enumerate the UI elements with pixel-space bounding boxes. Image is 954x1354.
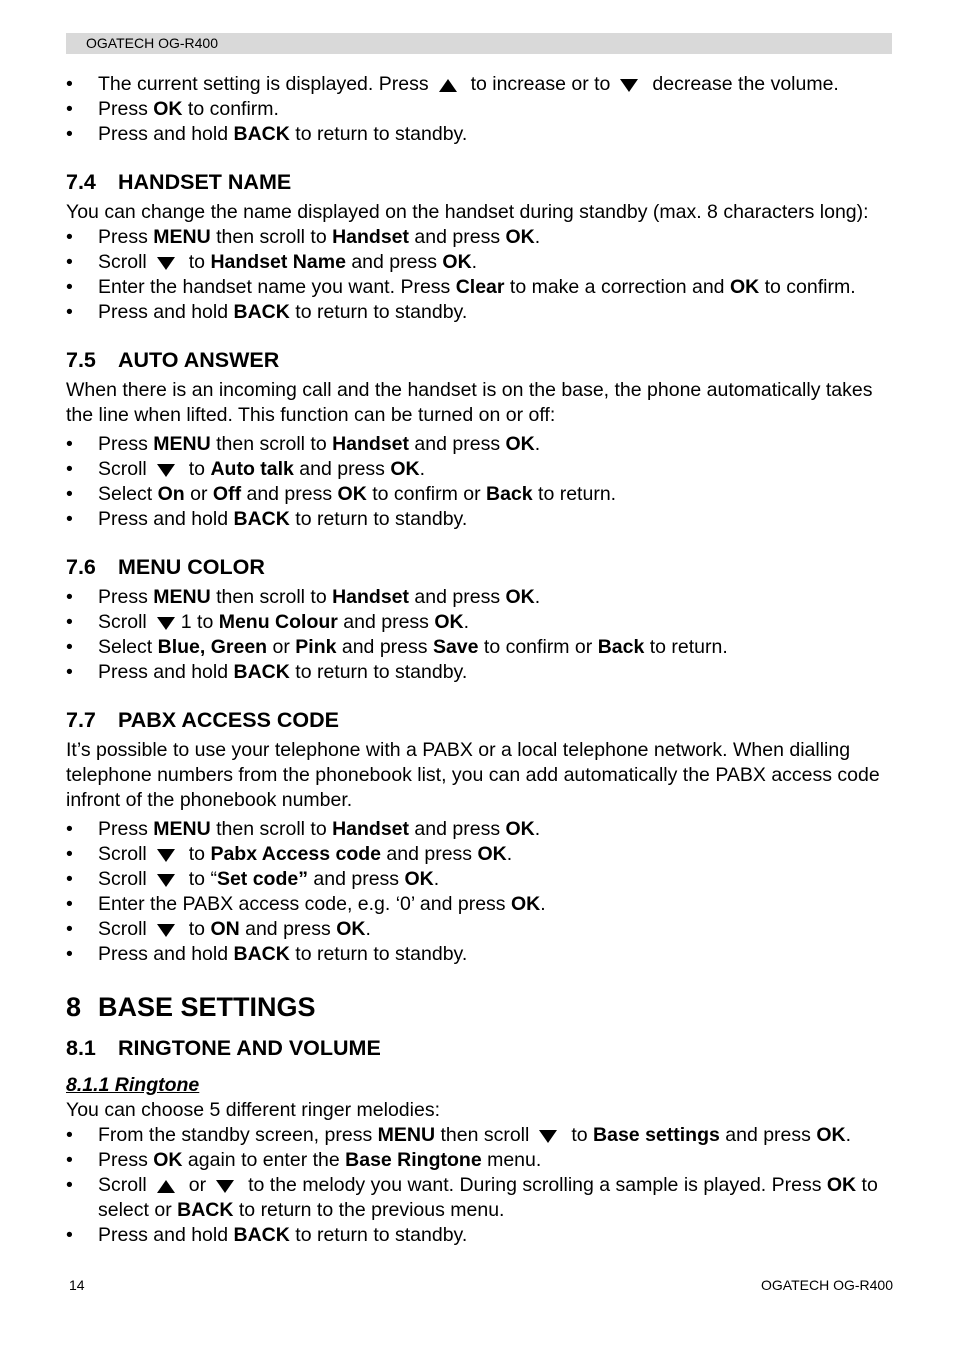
list-item: • Press MENU then scroll to Handset and press OK.	[66, 818, 541, 840]
footer-brand: OGATECH OG-R400	[761, 1277, 893, 1293]
down-arrow-icon	[157, 617, 175, 630]
list-item: • Press OK again to enter the Base Ringtone menu.	[66, 1149, 542, 1171]
up-arrow-icon	[157, 1180, 175, 1193]
list-item: • Scroll to “Set code” and press OK.	[66, 868, 440, 890]
paragraph: You can choose 5 different ringer melodies:	[66, 1099, 440, 1121]
section-heading: 8.1 RINGTONE AND VOLUME	[66, 1036, 381, 1060]
list-item: • Scroll to Auto talk and press OK.	[66, 458, 426, 480]
list-item: • Scroll or to the melody you want. During scrolling a sample is played. Press OK to select or BACK to return to the previous menu.	[66, 1174, 878, 1221]
bullet: •	[66, 123, 73, 145]
list-item: • Enter the handset name you want. Press Clear to make a correction and OK to confirm.	[66, 276, 856, 298]
down-arrow-icon	[157, 464, 175, 477]
paragraph: You can change the name displayed on the handset during standby (max. 8 characters long):	[66, 201, 869, 223]
section-heading: 7.5 AUTO ANSWER	[66, 348, 280, 372]
bullet: •	[66, 73, 73, 95]
list-item: • Press and hold BACK to return to standby.	[66, 123, 468, 145]
page-number: 14	[69, 1277, 85, 1293]
list-item: • Press and hold BACK to return to standby.	[66, 301, 468, 323]
paragraph: When there is an incoming call and the handset is on the base, the phone automatically takes the line when lifted. This function can be turned on or off:	[66, 379, 873, 426]
list-item: • From the standby screen, press MENU then scroll to Base settings and press OK.	[66, 1124, 851, 1146]
list-item: • Press OK to confirm.	[66, 98, 279, 120]
section-heading: 7.6 MENU COLOR	[66, 555, 265, 579]
list-item: • Press MENU then scroll to Handset and press OK.	[66, 226, 541, 248]
list-item: • Press and hold BACK to return to standby.	[66, 943, 468, 965]
down-arrow-icon	[157, 924, 175, 937]
list-item: • Scroll to Pabx Access code and press OK.	[66, 843, 513, 865]
section-heading: 7.4 HANDSET NAME	[66, 170, 292, 194]
down-arrow-icon	[157, 257, 175, 270]
down-arrow-icon	[157, 874, 175, 887]
subsection-heading: 8.1.1 Ringtone	[66, 1074, 200, 1096]
list-item: • Scroll 1 to Menu Colour and press OK.	[66, 611, 470, 633]
down-arrow-icon	[157, 849, 175, 862]
list-item: • Press and hold BACK to return to standby.	[66, 661, 468, 683]
list-item: • Select On or Off and press OK to confirm or Back to return.	[66, 483, 617, 505]
down-arrow-icon	[216, 1180, 234, 1193]
list-item: • Press MENU then scroll to Handset and press OK.	[66, 433, 541, 455]
list-item: • Select Blue, Green or Pink and press Save to confirm or Back to return.	[66, 636, 728, 658]
list-item: • Press and hold BACK to return to standby.	[66, 1224, 468, 1246]
up-arrow-icon	[439, 79, 457, 92]
down-arrow-icon	[539, 1130, 557, 1143]
down-arrow-icon	[620, 79, 638, 92]
list-item: • Press MENU then scroll to Handset and press OK.	[66, 586, 541, 608]
list-item: • Enter the PABX access code, e.g. ‘0’ and press OK.	[66, 893, 546, 915]
section-heading: 7.7 PABX ACCESS CODE	[66, 708, 340, 732]
list-item: • The current setting is displayed. Press to increase or to decrease the volume.	[66, 73, 839, 95]
chapter-heading: 8 BASE SETTINGS	[66, 992, 316, 1022]
header-title: OGATECH OG-R400	[86, 35, 218, 51]
document-body	[66, 72, 896, 1248]
paragraph: It’s possible to use your telephone with a PABX or a local telephone network. When dialling telephone numbers from the phonebook list, you can add automatically the PABX access code infront of the phonebook number.	[66, 739, 880, 811]
list-item: • Scroll to ON and press OK.	[66, 918, 371, 940]
list-item: • Scroll to Handset Name and press OK.	[66, 251, 478, 273]
bullet: •	[66, 98, 73, 120]
page-header	[66, 33, 892, 54]
list-item: • Press and hold BACK to return to standby.	[66, 508, 468, 530]
